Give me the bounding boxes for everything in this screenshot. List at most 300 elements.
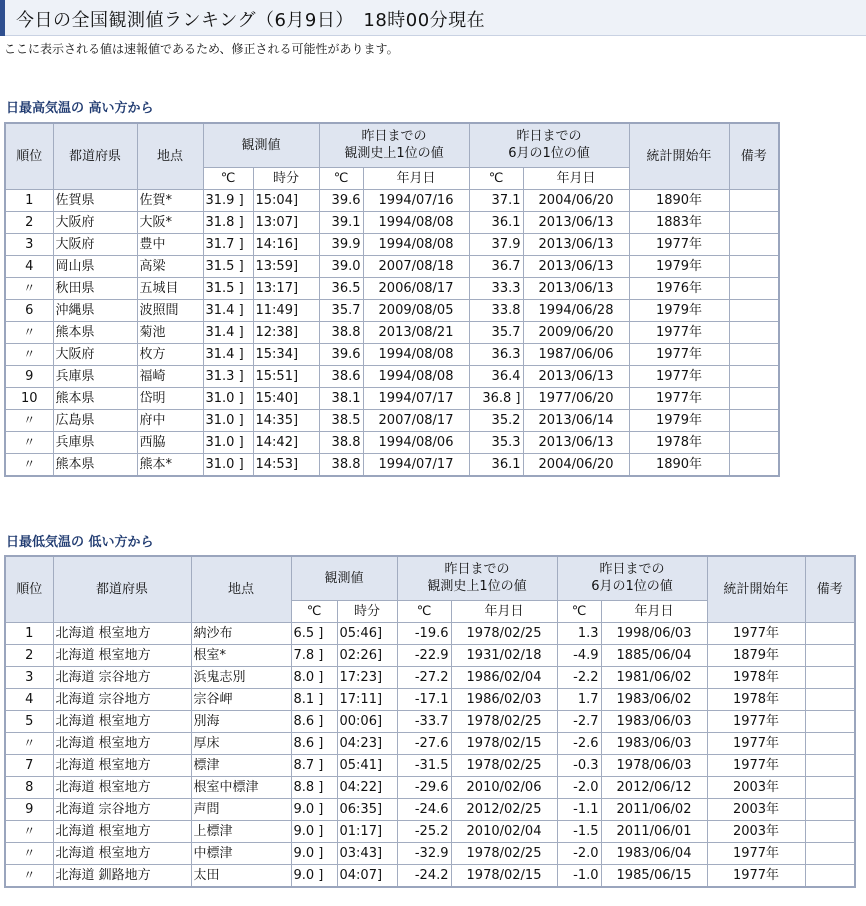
start-year-cell: 1977年	[707, 864, 805, 887]
record-value-cell: 38.8	[319, 321, 363, 343]
record-value-cell: -27.2	[397, 666, 451, 688]
observed-value-cell: 6.5 ]	[291, 622, 337, 644]
rank-cell: 6	[5, 299, 53, 321]
observed-time-cell: 12:38]	[253, 321, 319, 343]
observed-time-cell: 01:17]	[337, 820, 397, 842]
table-row	[5, 710, 855, 732]
prefecture-cell: 熊本県	[53, 321, 137, 343]
record-date-cell: 1986/02/03	[451, 688, 557, 710]
remarks-cell	[805, 754, 855, 776]
header-record-all	[319, 123, 469, 167]
table-row	[5, 365, 779, 387]
rank-cell: 〃	[5, 343, 53, 365]
point-cell: 浜鬼志別	[191, 666, 291, 688]
record-date-cell: 1978/02/15	[451, 864, 557, 887]
june-record-value-cell: 33.3	[469, 277, 523, 299]
max-temp-heading: 日最高気温の 高い方から	[6, 101, 154, 116]
record-value-cell: 39.6	[319, 189, 363, 211]
observed-time-cell: 14:42]	[253, 431, 319, 453]
remarks-cell	[729, 409, 779, 431]
june-record-value-cell: -2.0	[557, 776, 601, 798]
june-record-value-cell: -2.2	[557, 666, 601, 688]
table-row	[5, 776, 855, 798]
remarks-cell	[729, 321, 779, 343]
observed-time-cell: 11:49]	[253, 299, 319, 321]
table-row	[5, 754, 855, 776]
record-date-cell: 2009/08/05	[363, 299, 469, 321]
remarks-cell	[805, 820, 855, 842]
table-row	[5, 431, 779, 453]
header-record-june-line1: 昨日までの	[516, 129, 582, 145]
observed-time-cell: 13:07]	[253, 211, 319, 233]
record-date-cell: 1931/02/18	[451, 644, 557, 666]
observed-value-cell: 8.6 ]	[291, 710, 337, 732]
observed-time-cell: 14:16]	[253, 233, 319, 255]
point-cell: 納沙布	[191, 622, 291, 644]
remarks-cell	[805, 666, 855, 688]
observed-value-cell: 31.7 ]	[203, 233, 253, 255]
observed-time-cell: 15:51]	[253, 365, 319, 387]
table-row	[5, 732, 855, 754]
june-record-date-cell: 1981/06/02	[601, 666, 707, 688]
observed-time-cell: 00:06]	[337, 710, 397, 732]
observed-time-cell: 15:40]	[253, 387, 319, 409]
table-row	[5, 820, 855, 842]
record-date-cell: 2007/08/18	[363, 255, 469, 277]
june-record-date-cell: 2004/06/20	[523, 189, 629, 211]
june-record-value-cell: -1.1	[557, 798, 601, 820]
record-value-cell: 38.5	[319, 409, 363, 431]
observed-time-cell: 05:46]	[337, 622, 397, 644]
start-year-cell: 2003年	[707, 820, 805, 842]
record-value-cell: 39.0	[319, 255, 363, 277]
header-remarks: 備考	[805, 556, 855, 622]
record-date-cell: 1994/08/08	[363, 211, 469, 233]
june-record-date-cell: 2013/06/13	[523, 211, 629, 233]
observed-value-cell: 31.3 ]	[203, 365, 253, 387]
point-cell: 五城目	[137, 277, 203, 299]
table-row	[5, 666, 855, 688]
remarks-cell	[729, 255, 779, 277]
record-value-cell: -29.6	[397, 776, 451, 798]
header-point: 地点	[191, 556, 291, 622]
point-cell: 根室中標津	[191, 776, 291, 798]
observed-time-cell: 15:34]	[253, 343, 319, 365]
observed-value-cell: 31.4 ]	[203, 321, 253, 343]
record-value-cell: -22.9	[397, 644, 451, 666]
record-date-cell: 2006/08/17	[363, 277, 469, 299]
june-record-value-cell: 37.1	[469, 189, 523, 211]
point-cell: 太田	[191, 864, 291, 887]
observed-value-cell: 31.5 ]	[203, 255, 253, 277]
header-record-june-line2: 6月の1位の値	[508, 146, 590, 162]
record-value-cell: 38.8	[319, 453, 363, 476]
record-value-cell: 35.7	[319, 299, 363, 321]
record-date-cell: 2012/02/25	[451, 798, 557, 820]
header-unit-celsius: ℃	[397, 600, 451, 622]
rank-cell: 9	[5, 365, 53, 387]
record-value-cell: 38.1	[319, 387, 363, 409]
min-temp-rows	[5, 622, 855, 887]
observed-value-cell: 9.0 ]	[291, 820, 337, 842]
rank-cell: 3	[5, 666, 53, 688]
june-record-date-cell: 2011/06/01	[601, 820, 707, 842]
start-year-cell: 1890年	[629, 189, 729, 211]
table-row	[5, 688, 855, 710]
rank-cell: 4	[5, 255, 53, 277]
rank-cell: 7	[5, 754, 53, 776]
remarks-cell	[805, 842, 855, 864]
point-cell: 大阪*	[137, 211, 203, 233]
remarks-cell	[805, 732, 855, 754]
observed-time-cell: 14:53]	[253, 453, 319, 476]
june-record-date-cell: 2013/06/13	[523, 233, 629, 255]
table-row	[5, 211, 779, 233]
record-date-cell: 1994/07/17	[363, 387, 469, 409]
record-date-cell: 1978/02/25	[451, 754, 557, 776]
header-unit-time: 時分	[253, 167, 319, 189]
june-record-value-cell: 36.1	[469, 453, 523, 476]
header-observed: 観測値	[203, 123, 319, 167]
june-record-value-cell: 35.7	[469, 321, 523, 343]
observed-time-cell: 06:35]	[337, 798, 397, 820]
observed-time-cell: 13:59]	[253, 255, 319, 277]
june-record-date-cell: 1885/06/04	[601, 644, 707, 666]
record-date-cell: 1978/02/15	[451, 732, 557, 754]
rank-cell: 1	[5, 189, 53, 211]
header-start-year: 統計開始年	[707, 556, 805, 622]
start-year-cell: 1979年	[629, 255, 729, 277]
record-value-cell: -24.2	[397, 864, 451, 887]
remarks-cell	[805, 710, 855, 732]
header-record-june	[557, 556, 707, 600]
start-year-cell: 1978年	[707, 688, 805, 710]
record-date-cell: 1994/07/16	[363, 189, 469, 211]
header-unit-date: 年月日	[451, 600, 557, 622]
rank-cell: 4	[5, 688, 53, 710]
record-value-cell: 38.8	[319, 431, 363, 453]
rank-cell: 3	[5, 233, 53, 255]
remarks-cell	[805, 776, 855, 798]
start-year-cell: 1890年	[629, 453, 729, 476]
header-start-year: 統計開始年	[629, 123, 729, 189]
point-cell: 岱明	[137, 387, 203, 409]
june-record-date-cell: 1978/06/03	[601, 754, 707, 776]
observed-time-cell: 03:43]	[337, 842, 397, 864]
prefecture-cell: 北海道 根室地方	[53, 776, 191, 798]
max-temp-table	[4, 122, 780, 477]
rank-cell: 〃	[5, 864, 53, 887]
observed-time-cell: 04:23]	[337, 732, 397, 754]
june-record-value-cell: 36.8 ]	[469, 387, 523, 409]
header-unit-celsius: ℃	[291, 600, 337, 622]
table-row	[5, 343, 779, 365]
start-year-cell: 1977年	[629, 365, 729, 387]
header-unit-time: 時分	[337, 600, 397, 622]
prefecture-cell: 秋田県	[53, 277, 137, 299]
table-row	[5, 255, 779, 277]
table-row	[5, 299, 779, 321]
june-record-value-cell: -1.0	[557, 864, 601, 887]
rank-cell: 1	[5, 622, 53, 644]
header-unit-celsius: ℃	[469, 167, 523, 189]
prefecture-cell: 北海道 根室地方	[53, 644, 191, 666]
record-value-cell: -25.2	[397, 820, 451, 842]
record-value-cell: -31.5	[397, 754, 451, 776]
observed-value-cell: 9.0 ]	[291, 842, 337, 864]
record-value-cell: -32.9	[397, 842, 451, 864]
max-temp-rows	[5, 189, 779, 476]
june-record-value-cell: -2.6	[557, 732, 601, 754]
header-record-june	[469, 123, 629, 167]
rank-cell: 〃	[5, 732, 53, 754]
point-cell: 枚方	[137, 343, 203, 365]
table-row	[5, 387, 779, 409]
record-date-cell: 1994/07/17	[363, 453, 469, 476]
rank-cell: 〃	[5, 277, 53, 299]
header-rank: 順位	[5, 123, 53, 189]
point-cell: 宗谷岬	[191, 688, 291, 710]
june-record-date-cell: 1987/06/06	[523, 343, 629, 365]
provisional-notice: ここに表示される値は速報値であるため、修正される可能性があります。	[4, 42, 399, 56]
june-record-value-cell: -2.7	[557, 710, 601, 732]
observed-value-cell: 31.8 ]	[203, 211, 253, 233]
start-year-cell: 1977年	[629, 343, 729, 365]
prefecture-cell: 北海道 根室地方	[53, 732, 191, 754]
observed-value-cell: 31.0 ]	[203, 453, 253, 476]
remarks-cell	[729, 277, 779, 299]
min-temp-table	[4, 555, 856, 888]
remarks-cell	[805, 644, 855, 666]
june-record-date-cell: 2013/06/13	[523, 255, 629, 277]
prefecture-cell: 大阪府	[53, 211, 137, 233]
header-unit-date: 年月日	[523, 167, 629, 189]
record-date-cell: 2013/08/21	[363, 321, 469, 343]
june-record-value-cell: -0.3	[557, 754, 601, 776]
remarks-cell	[729, 299, 779, 321]
record-date-cell: 1994/08/08	[363, 365, 469, 387]
remarks-cell	[805, 688, 855, 710]
june-record-date-cell: 2012/06/12	[601, 776, 707, 798]
prefecture-cell: 大阪府	[53, 343, 137, 365]
record-date-cell: 2010/02/04	[451, 820, 557, 842]
june-record-value-cell: 36.3	[469, 343, 523, 365]
rank-cell: 〃	[5, 321, 53, 343]
remarks-cell	[729, 387, 779, 409]
june-record-date-cell: 2011/06/02	[601, 798, 707, 820]
remarks-cell	[729, 211, 779, 233]
june-record-date-cell: 2004/06/20	[523, 453, 629, 476]
remarks-cell	[729, 189, 779, 211]
june-record-value-cell: 36.7	[469, 255, 523, 277]
point-cell: 高梁	[137, 255, 203, 277]
prefecture-cell: 兵庫県	[53, 431, 137, 453]
start-year-cell: 1978年	[629, 431, 729, 453]
table-row	[5, 842, 855, 864]
june-record-value-cell: 36.1	[469, 211, 523, 233]
header-prefecture: 都道府県	[53, 556, 191, 622]
observed-value-cell: 31.9 ]	[203, 189, 253, 211]
observed-time-cell: 17:23]	[337, 666, 397, 688]
remarks-cell	[729, 453, 779, 476]
header-prefecture: 都道府県	[53, 123, 137, 189]
june-record-date-cell: 1985/06/15	[601, 864, 707, 887]
observed-value-cell: 9.0 ]	[291, 798, 337, 820]
observed-value-cell: 31.0 ]	[203, 387, 253, 409]
point-cell: 豊中	[137, 233, 203, 255]
june-record-value-cell: 37.9	[469, 233, 523, 255]
header-record-june-line1: 昨日までの	[599, 562, 665, 578]
record-value-cell: -17.1	[397, 688, 451, 710]
prefecture-cell: 熊本県	[53, 453, 137, 476]
table-row	[5, 277, 779, 299]
june-record-date-cell: 1983/06/04	[601, 842, 707, 864]
header-unit-celsius: ℃	[319, 167, 363, 189]
point-cell: 福崎	[137, 365, 203, 387]
observed-value-cell: 8.6 ]	[291, 732, 337, 754]
prefecture-cell: 北海道 宗谷地方	[53, 798, 191, 820]
june-record-value-cell: 35.2	[469, 409, 523, 431]
record-date-cell: 1978/02/25	[451, 842, 557, 864]
rank-cell: 〃	[5, 842, 53, 864]
june-record-date-cell: 2013/06/13	[523, 365, 629, 387]
june-record-value-cell: 1.3	[557, 622, 601, 644]
june-record-value-cell: 35.3	[469, 431, 523, 453]
prefecture-cell: 北海道 根室地方	[53, 622, 191, 644]
observed-time-cell: 04:22]	[337, 776, 397, 798]
point-cell: 別海	[191, 710, 291, 732]
point-cell: 菊池	[137, 321, 203, 343]
point-cell: 波照間	[137, 299, 203, 321]
header-rank: 順位	[5, 556, 53, 622]
june-record-value-cell: -4.9	[557, 644, 601, 666]
table-row	[5, 233, 779, 255]
record-date-cell: 2007/08/17	[363, 409, 469, 431]
remarks-cell	[729, 365, 779, 387]
june-record-date-cell: 1983/06/02	[601, 688, 707, 710]
prefecture-cell: 大阪府	[53, 233, 137, 255]
june-record-value-cell: 1.7	[557, 688, 601, 710]
header-record-all-line1: 昨日までの	[444, 562, 510, 578]
point-cell: 中標津	[191, 842, 291, 864]
prefecture-cell: 北海道 根室地方	[53, 754, 191, 776]
header-record-all	[397, 556, 557, 600]
header-record-june-line2: 6月の1位の値	[591, 579, 673, 595]
june-record-date-cell: 2009/06/20	[523, 321, 629, 343]
record-date-cell: 1978/02/25	[451, 622, 557, 644]
observed-value-cell: 8.0 ]	[291, 666, 337, 688]
start-year-cell: 1977年	[707, 710, 805, 732]
observed-time-cell: 04:07]	[337, 864, 397, 887]
prefecture-cell: 北海道 宗谷地方	[53, 688, 191, 710]
observed-time-cell: 13:17]	[253, 277, 319, 299]
prefecture-cell: 北海道 根室地方	[53, 710, 191, 732]
june-record-value-cell: 33.8	[469, 299, 523, 321]
rank-cell: 〃	[5, 453, 53, 476]
table-row	[5, 798, 855, 820]
remarks-cell	[805, 622, 855, 644]
start-year-cell: 1977年	[707, 622, 805, 644]
start-year-cell: 2003年	[707, 776, 805, 798]
start-year-cell: 1979年	[629, 299, 729, 321]
header-unit-date: 年月日	[601, 600, 707, 622]
june-record-date-cell: 2013/06/13	[523, 431, 629, 453]
observed-time-cell: 14:35]	[253, 409, 319, 431]
prefecture-cell: 広島県	[53, 409, 137, 431]
point-cell: 根室*	[191, 644, 291, 666]
point-cell: 厚床	[191, 732, 291, 754]
observed-time-cell: 05:41]	[337, 754, 397, 776]
header-record-all-line1: 昨日までの	[361, 129, 427, 145]
june-record-date-cell: 2013/06/14	[523, 409, 629, 431]
start-year-cell: 1977年	[707, 842, 805, 864]
observed-value-cell: 31.4 ]	[203, 299, 253, 321]
header-record-all-line2: 観測史上1位の値	[344, 146, 444, 162]
rank-cell: 9	[5, 798, 53, 820]
header-unit-date: 年月日	[363, 167, 469, 189]
header-observed: 観測値	[291, 556, 397, 600]
record-value-cell: 38.6	[319, 365, 363, 387]
point-cell: 佐賀*	[137, 189, 203, 211]
remarks-cell	[729, 233, 779, 255]
table-row	[5, 622, 855, 644]
record-value-cell: 39.6	[319, 343, 363, 365]
start-year-cell: 1977年	[629, 387, 729, 409]
prefecture-cell: 佐賀県	[53, 189, 137, 211]
june-record-date-cell: 1977/06/20	[523, 387, 629, 409]
header-record-all-line2: 観測史上1位の値	[427, 579, 527, 595]
observed-value-cell: 31.4 ]	[203, 343, 253, 365]
june-record-date-cell: 1983/06/03	[601, 710, 707, 732]
record-value-cell: 36.5	[319, 277, 363, 299]
remarks-cell	[805, 798, 855, 820]
prefecture-cell: 熊本県	[53, 387, 137, 409]
point-cell: 府中	[137, 409, 203, 431]
point-cell: 上標津	[191, 820, 291, 842]
june-record-date-cell: 1994/06/28	[523, 299, 629, 321]
start-year-cell: 1976年	[629, 277, 729, 299]
record-date-cell: 2010/02/06	[451, 776, 557, 798]
observed-value-cell: 8.7 ]	[291, 754, 337, 776]
start-year-cell: 2003年	[707, 798, 805, 820]
start-year-cell: 1977年	[707, 732, 805, 754]
prefecture-cell: 北海道 宗谷地方	[53, 666, 191, 688]
point-cell: 声問	[191, 798, 291, 820]
observed-value-cell: 31.0 ]	[203, 431, 253, 453]
june-record-value-cell: 36.4	[469, 365, 523, 387]
start-year-cell: 1977年	[629, 321, 729, 343]
start-year-cell: 1883年	[629, 211, 729, 233]
record-value-cell: 39.1	[319, 211, 363, 233]
observed-value-cell: 7.8 ]	[291, 644, 337, 666]
observed-time-cell: 17:11]	[337, 688, 397, 710]
start-year-cell: 1978年	[707, 666, 805, 688]
observed-value-cell: 8.1 ]	[291, 688, 337, 710]
prefecture-cell: 北海道 根室地方	[53, 842, 191, 864]
record-date-cell: 1986/02/04	[451, 666, 557, 688]
header-remarks: 備考	[729, 123, 779, 189]
record-date-cell: 1994/08/06	[363, 431, 469, 453]
prefecture-cell: 北海道 根室地方	[53, 820, 191, 842]
rank-cell: 5	[5, 710, 53, 732]
rank-cell: 2	[5, 644, 53, 666]
rank-cell: 〃	[5, 409, 53, 431]
record-date-cell: 1978/02/25	[451, 710, 557, 732]
rank-cell: 〃	[5, 431, 53, 453]
header-unit-celsius: ℃	[203, 167, 253, 189]
start-year-cell: 1879年	[707, 644, 805, 666]
start-year-cell: 1979年	[629, 409, 729, 431]
